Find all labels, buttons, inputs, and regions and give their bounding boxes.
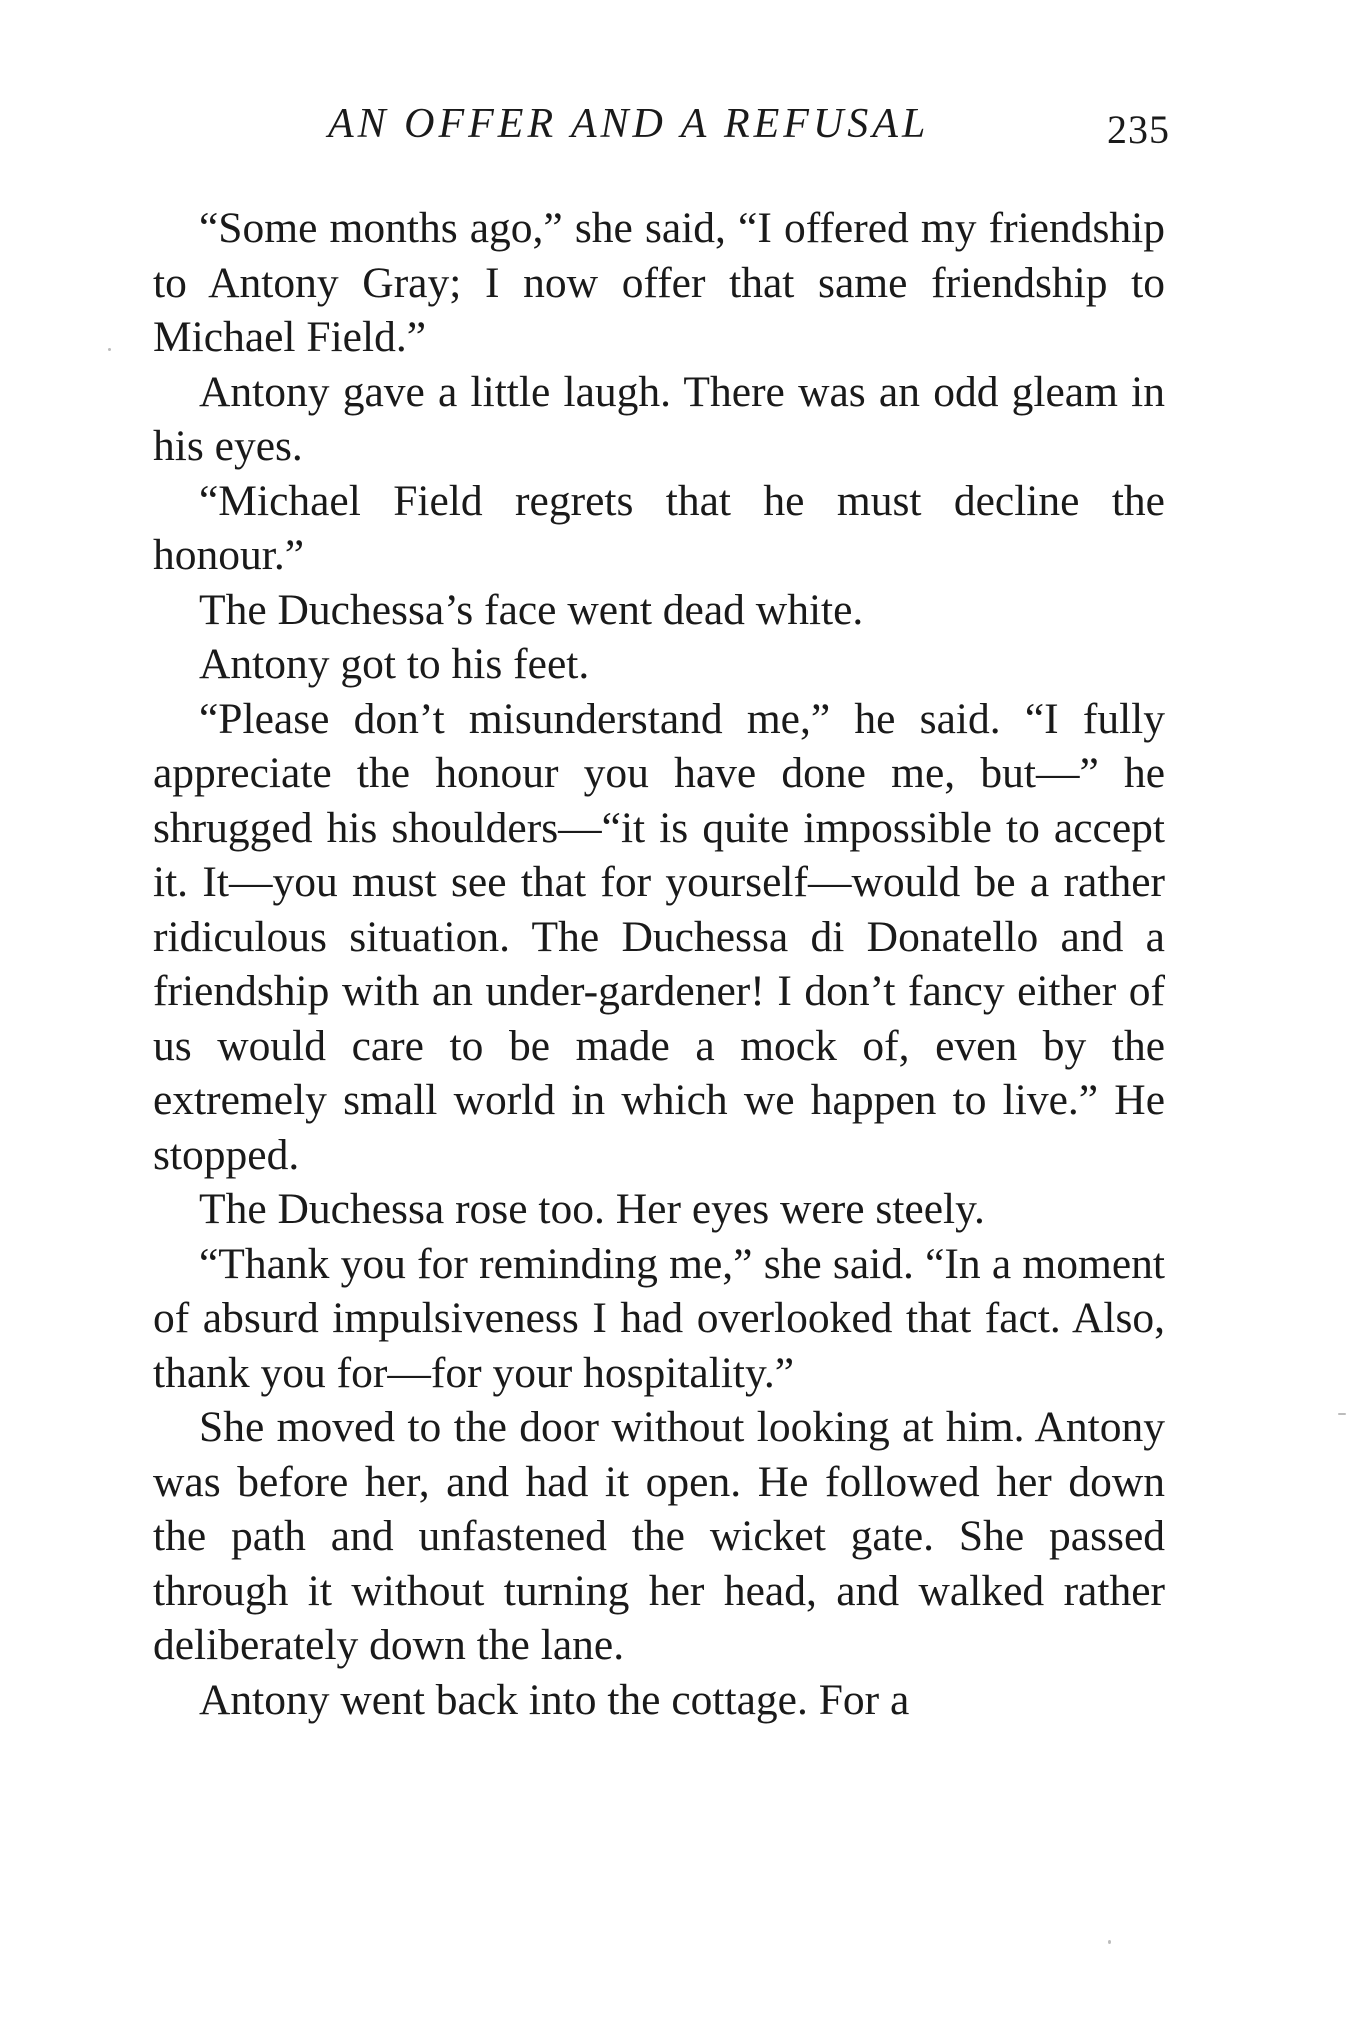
paragraph: Antony went back into the cottage. For a: [199, 1675, 910, 1724]
paragraph: Antony got to his feet.: [199, 640, 590, 688]
scan-speck: [1108, 1940, 1111, 1944]
page-header: [150, 100, 1170, 160]
scan-speck: [1338, 1413, 1346, 1415]
paragraph: The Duchessa rose too. Her eyes were steely.: [199, 1185, 985, 1233]
paragraph: “Please don’t misunderstand me,” he said. “I fully appreciate the honour you have done me, but—” he shrugged his shoulders—“it is quite impossible to accept it. It—you must see that for yourself—would be a rather ridiculous situation. The Duchessa di Donatello and a friendship with an under-gardener! I don’t fancy either of us would care to be made a mock of, even by the extremely small world in which we happen to live.” He stopped.: [153, 694, 1165, 1179]
paragraph: The Duchessa’s face went dead white.: [199, 585, 864, 634]
paragraph: “Michael Field regrets that he must decline the honour.”: [153, 476, 1165, 579]
running-title: AN OFFER AND A REFUSAL: [328, 101, 930, 147]
paragraph: Antony gave a little laugh. There was an odd gleam in his eyes.: [153, 367, 1165, 470]
paragraph: “Some months ago,” she said, “I offered my friendship to Antony Gray; I now offer that same friendship to Michael Field.”: [153, 204, 1165, 361]
scan-speck: [108, 348, 111, 351]
body-text: [153, 201, 1165, 1727]
paragraph: “Thank you for reminding me,” she said. “In a moment of absurd impulsiveness I had overlooked that fact. Also, thank you for—for your hospitality.”: [153, 1239, 1165, 1397]
page-number: 235: [1107, 107, 1170, 152]
paragraph: She moved to the door without looking at him. Antony was before her, and had it open. He followed her down the path and unfastened the wicket gate. She passed through it without turning her head, and walked rather deliberately down the lane.: [153, 1403, 1165, 1669]
